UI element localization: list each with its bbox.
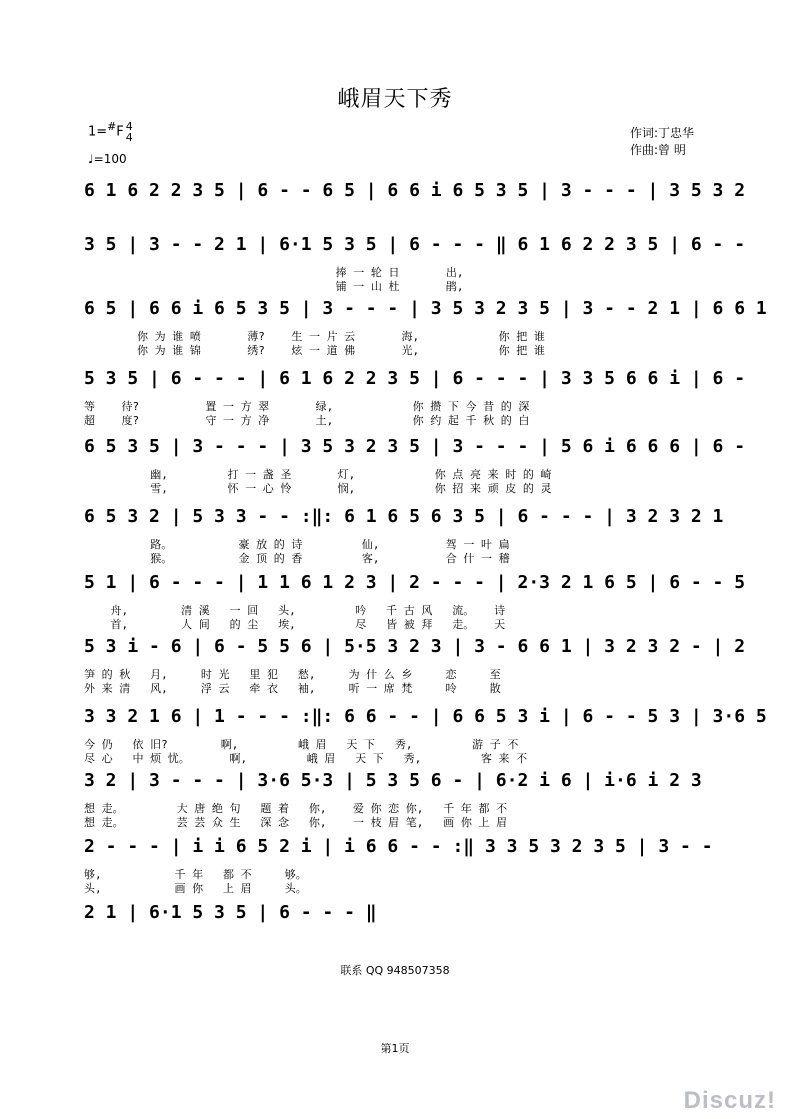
- lyric-verse-2: 尽 心 中 烦 忧。 啊, 峨 眉 天 下 秀, 客 来 不: [84, 752, 528, 765]
- sharp-sign: #: [107, 120, 117, 133]
- key-signature: [88, 118, 133, 143]
- tempo-marking: [88, 152, 127, 166]
- lyric-verse-2: 铺 一 山 杜 鹃,: [84, 280, 464, 293]
- note-sequence: 6 5 3 5 | 3 - - - | 3 5 3 2 3 5 | 3 - - - | 5 6 i 6 6 6 | 6 -: [84, 436, 746, 457]
- key-note: F: [116, 124, 124, 140]
- note-sequence: 5 3 5 | 6 - - - | 6 1 6 2 2 3 5 | 6 - - - | 3 3 5 6 6 i | 6 -: [84, 368, 746, 389]
- lyric-verse-2: 雪, 怀 一 心 怜 悯, 你 招 来 顽 皮 的 灵: [84, 482, 552, 495]
- lyric-verse-1: 够, 千 年 都 不 够。: [84, 868, 307, 881]
- lyric-verse-1: 舟, 清 溪 一 回 头, 吟 千 古 风 流。 诗: [84, 604, 506, 617]
- lyric-verse-1: 捧 一 轮 日 出,: [84, 266, 464, 279]
- time-sig-bottom: 4: [125, 130, 133, 144]
- tempo-value: =100: [93, 152, 127, 166]
- note-sequence: 5 1 | 6 - - - | 1 1 6 1 2 3 | 2 - - - | 2·3 2 1 6 5 | 6 - - 5: [84, 572, 746, 593]
- note-sequence: 2 1 | 6·1 5 3 5 | 6 - - - ‖: [84, 902, 377, 923]
- note-sequence: 6 1 6 2 2 3 5 | 6 - - 6 5 | 6 6 i 6 5 3 5 | 3 - - - | 3 5 3 2: [84, 180, 746, 201]
- lyric-verse-1: 幽, 打 一 盏 圣 灯, 你 点 亮 来 时 的 崎: [84, 468, 552, 481]
- lyric-verse-2: 猴。 金 顶 的 香 客, 合 什 一 稽: [84, 552, 510, 565]
- note-sequence: 2 - - - | i i 6 5 2 i | i 6 6 - - :‖ 3 3 5 3 2 3 5 | 3 - -: [84, 836, 713, 857]
- page-title: 峨眉天下秀: [337, 87, 453, 112]
- note-sequence: 5 3 i - 6 | 6 - 5 5 6 | 5·5 3 2 3 | 3 - 6 6 1 | 3 2 3 2 - | 2: [84, 636, 746, 657]
- lyric-verse-2: 超 度? 守 一 方 净 土, 你 约 起 千 秋 的 白: [84, 414, 530, 427]
- lyric-verse-1: 今 仍 依 旧? 啊, 峨 眉 天 下 秀, 游 子 不: [84, 738, 519, 751]
- note-sequence: 6 5 | 6 6 i 6 5 3 5 | 3 - - - | 3 5 3 2 3 5 | 3 - - 2 1 | 6 6 1: [84, 298, 767, 319]
- lyric-verse-2: 外 来 清 风, 浮 云 牵 衣 袖, 听 一 席 梵 呤 散: [84, 682, 501, 695]
- lyric-verse-1: 路。 豪 放 的 诗 仙, 驾 一 叶 扁: [84, 538, 510, 551]
- key-prefix: 1=: [88, 124, 108, 140]
- lyric-verse-2: 首, 人 间 的 尘 埃, 尽 皆 被 拜 走。 天: [84, 618, 506, 631]
- note-sequence: 3 3 2 1 6 | 1 - - - :‖: 6 6 - - | 6 6 5 3 i | 6 - - 5 3 | 3·6 5: [84, 706, 767, 727]
- lyric-verse-1: 等 待? 置 一 方 翠 绿, 你 攒 下 今 昔 的 深: [84, 400, 530, 413]
- note-sequence: 6 5 3 2 | 5 3 3 - - :‖: 6 1 6 5 6 3 5 | 6 - - - | 3 2 3 2 1: [84, 506, 724, 527]
- page-number: 第1页: [380, 1042, 410, 1055]
- quarter-note-icon: ♩: [88, 152, 94, 166]
- lyric-verse-2: 想 走。 芸 芸 众 生 深 念 你, 一 枝 眉 笔, 画 你 上 眉: [84, 816, 508, 829]
- credits: [630, 125, 694, 159]
- lyric-verse-1: 想 走。 大 唐 绝 句 题 着 你, 爱 你 恋 你, 千 年 都 不: [84, 802, 508, 815]
- lyric-verse-2: 你 为 谁 锦 绣? 炫 一 道 佛 光, 你 把 谁: [84, 344, 545, 357]
- lyric-verse-1: 你 为 谁 喷 薄? 生 一 片 云 海, 你 把 谁: [84, 330, 545, 343]
- lyricist: 作词:丁忠华: [630, 126, 695, 140]
- lyric-verse-2: 头, 画 你 上 眉 头。: [84, 882, 307, 895]
- note-sequence: 3 2 | 3 - - - | 3·6 5·3 | 5 3 5 6 - | 6·2 i 6 | i·6 i 2 3: [84, 770, 702, 791]
- lyric-verse-1: 笋 的 秋 月, 时 光 里 犯 愁, 为 什 么 乡 恋 至: [84, 668, 501, 681]
- watermark-logo: Discuz!: [683, 1087, 776, 1114]
- time-sig-top: 4: [125, 119, 133, 133]
- contact-info: 联系 QQ 948507358: [340, 964, 450, 977]
- time-signature: [126, 121, 133, 143]
- composer: 作曲:曾 明: [630, 143, 686, 157]
- note-sequence: 3 5 | 3 - - 2 1 | 6·1 5 3 5 | 6 - - - ‖ 6 1 6 2 2 3 5 | 6 - -: [84, 234, 746, 255]
